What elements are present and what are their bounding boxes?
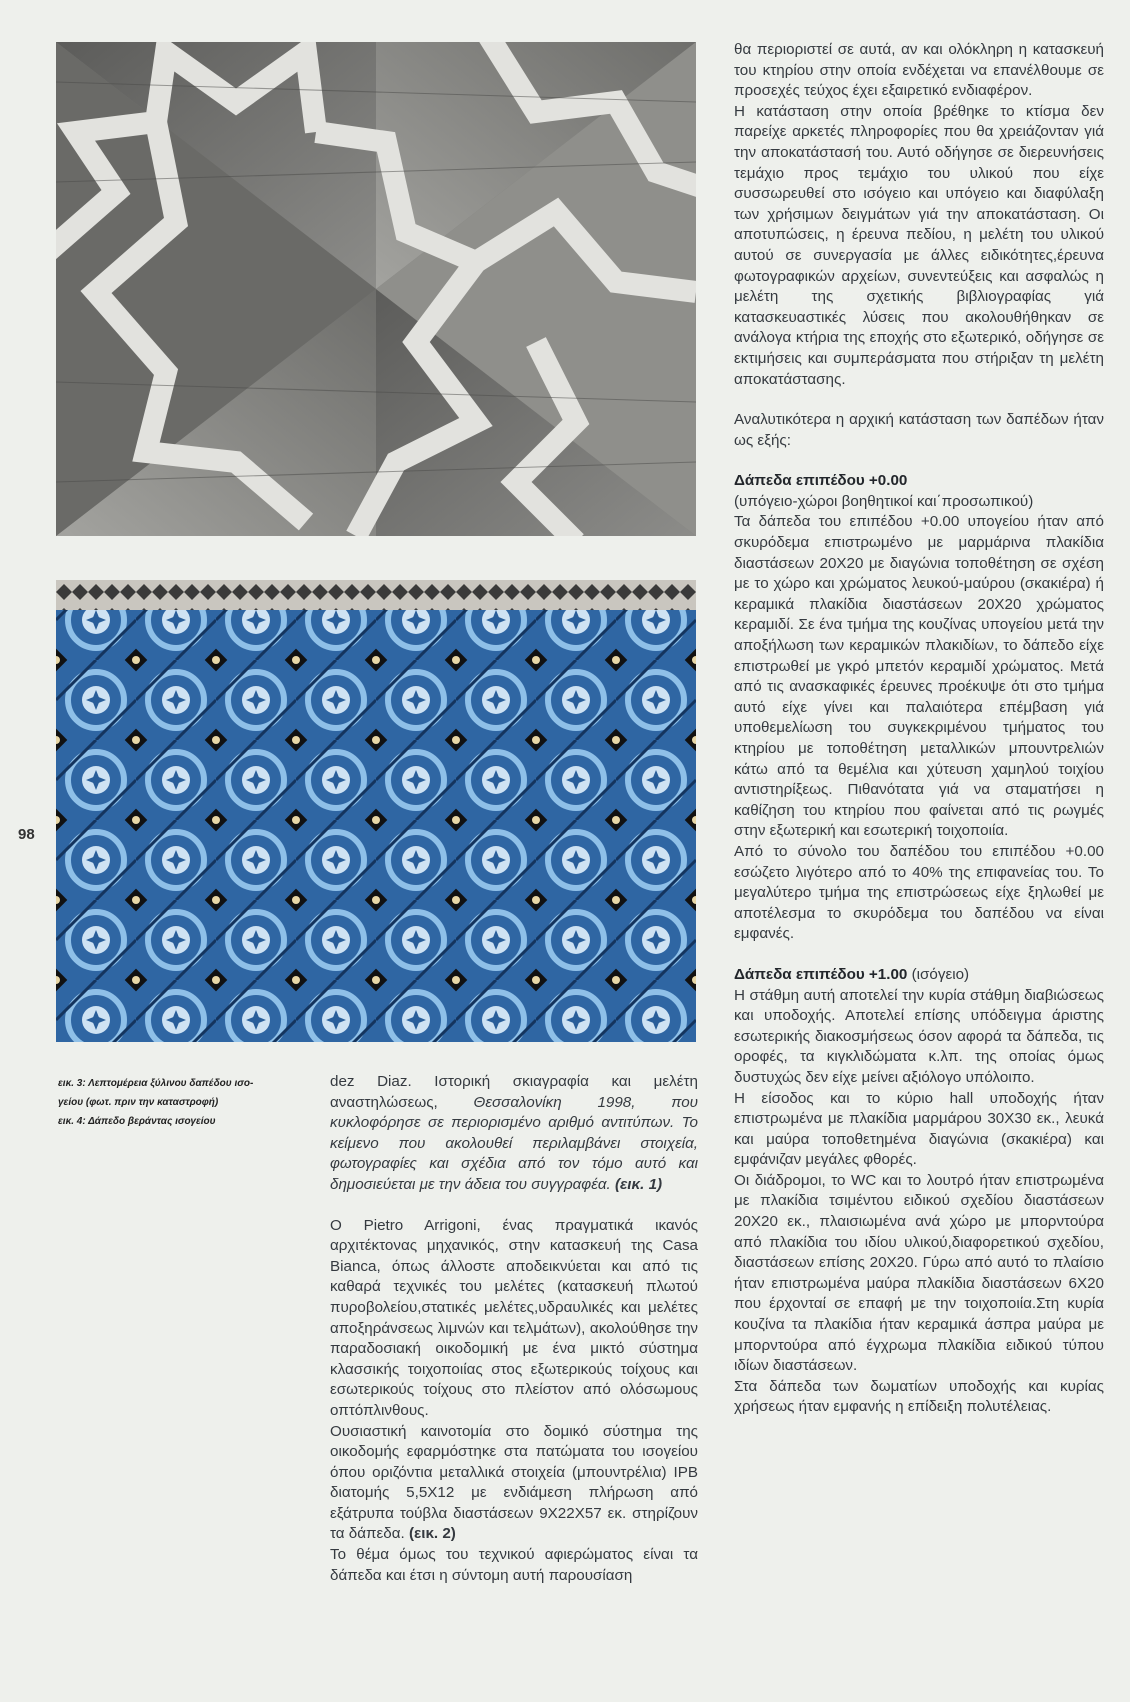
paragraph: Το θέμα όμως του τεχνικού αφιερώματος είναι τα δάπεδα και έτσι η σύντομη αυτή παρουσίαση: [330, 1546, 698, 1584]
paragraph: Στα δάπεδα των δωματίων υποδοχής και κυρίας χρήσεως ήταν εμφανής η επίδειξη πολυτέλειας.: [734, 1377, 1104, 1416]
caption-line: εικ. 3: Λεπτομέρεια ξύλινου δαπέδου ισο-: [58, 1078, 254, 1089]
paragraph: Αναλυτικότερα η αρχική κατάσταση των δαπέδων ήταν ως εξής:: [734, 411, 1104, 449]
right-text-column: [734, 40, 1104, 1418]
paragraph: θα περιοριστεί σε αυτά, αν και ολόκληρη η κατασκευή του κτηρίου στην οποία ενδέχεται να επανέλθουμε σε προσεχές τεύχος έχει εξαιρετικό ενδιαφέρον.: [734, 41, 1104, 100]
paragraph: Η στάθμη αυτή αποτελεί την κυρία στάθμη διαβιώσεως και υποδοχής. Αποτελεί επίσης υπόδειγμα άριστης εσωτερικής διακοσμήσεως όσον αφορά τα δάπεδα, τις οροφές, τα κιγκλιδώματα κ.λπ. της οποίας όμως δυστυχώς δεν είχε μείνει αξιόλογο υπόλοιπο.: [734, 986, 1104, 1086]
figure-caption: [58, 1074, 298, 1131]
paragraph: Οι διάδρομοι, το WC και το λουτρό ήταν επιστρωμένα με πλακίδια τσιμέντου ειδικού σχεδίου διαστάσεων 20Χ20 εκ., πλαισιωμένα ανά χώρο με μπορντούρα από πλακίδια του ιδίου υλικού,διαφορετικού σχεδίου, διαστάσεων επίσης 20Χ20. Γύρω από αυτό το πλαίσιο ήταν επιστρωμένα μαύρα πλακίδια διαστάσεων 6Χ20 που έρχονταί σε επαφή με την τοιχοποιία.Στη κυρία κουζίνα τα πλακίδια ήταν κεραμικά άσπρα μαύρα με μπορντούρα από έγχρωμα πλακίδια ειδικού τύπου ιδίων διαστάσεων.: [734, 1171, 1104, 1375]
text-run: dez Diaz. Ιστορική σκιαγραφία και μελέτη αναστηλώσεως,: [330, 1073, 698, 1111]
section-subheading: (ισόγειο): [907, 965, 970, 983]
page-number: 98: [18, 826, 35, 843]
text-run-italic: Θεσσαλονίκη 1998, που κυκλοφόρησε σε περιορισμένο αριθμό αντιτύπων. Το κείμενο που ακολουθεί περιλαμβάνει στοιχεία, φωτογραφίες και σχέδια από τον τόμο αυτό και δημοσιεύεται με την άδεια του συγγραφέα.: [330, 1093, 698, 1193]
figure-reference: (εικ. 1): [610, 1175, 663, 1193]
text-run: Ουσιαστική καινοτομία στο δομικό σύστημα της οικοδομής εφαρμόστηκε στα πατώματα του ισογείου όπου οριζόντια μεταλλικά στοιχεία (μπουντρέλια) IPB διατομής 5,5Χ12 με ενδιάμεση πλήρωση από εξάτρυπα τούβλα διαστάσεων 9Χ22Χ57 εκ. στηρίζουν τα δάπεδα.: [330, 1422, 698, 1543]
section-heading-line: [734, 965, 1104, 986]
paragraph: Ο Pietro Arrigoni, ένας πραγματικά ικανός αρχιτέκτονας μηχανικός, στην κατασκευή της Casa Bianca, όπως άλλοστε αποδεικνύεται και από τις καθαρά τεχνικές του μελέτες (κατασκευή πλωτού πυροβολείου,στατικές μελέτες,υδραυλικές και μελέτες αποξηράνσεως λιμνών και τελμάτων), ακολούθησε την παραδοσιακή οικοδομική με ένα μικτό σύστημα κλασσικής τοιχοποιίας στος εξωτερικούς τοίχους και εσωτερικούς τοίχους στο πλείστον από ολόσωμους οπτόπλινθους.: [330, 1216, 698, 1419]
middle-text-column: [330, 1072, 698, 1586]
blue-tile-floor-photo: [56, 580, 696, 1042]
parquet-floor-photo: [56, 42, 696, 536]
paragraph: Η είσοδος και το κύριο hall υποδοχής ήταν επιστρωμένα με πλακίδια μαρμάρου 30Χ30 εκ., λευκά και μαύρα τοποθετημένα διαγώνια (σκακιέρα) και εμφάνιζαν μεγάλες φθορές.: [734, 1089, 1104, 1169]
section-heading: Δάπεδα επιπέδου +1.00: [734, 965, 908, 983]
paragraph-intro: [330, 1072, 698, 1196]
caption-line: γείου (φωτ. πριν την καταστροφή): [58, 1097, 219, 1108]
section-heading: Δάπεδα επιπέδου +0.00: [734, 472, 908, 490]
paragraph: Από το σύνολο του δαπέδου του επιπέδου +0.00 εσώζετο λιγότερο από το 40% της επιφανείας του. Το μεγαλύτερο τμήμα της επιστρώσεως είχε ξηλωθεί με αποτέλεσμα το σκυρόδεμα του δαπέδου να είναι εμφανές.: [734, 842, 1104, 943]
figure-reference: (εικ. 2): [404, 1525, 456, 1543]
paragraph-ref: [330, 1422, 698, 1546]
caption-line: εικ. 4: Δάπεδο βεράντας ισογείου: [58, 1116, 216, 1127]
section-subheading: (υπόγειο-χώροι βοηθητικοί και΄προσωπικού): [734, 492, 1034, 510]
paragraph: Τα δάπεδα του επιπέδου +0.00 υπογείου ήταν από σκυρόδεμα επιστρωμένο με μαρμάρινα πλακίδια διαστάσεων 20Χ20 με διαγώνια τοποθέτηση σε σχέση με το χώρο και χρώματος λευκού-μαύρου (σκακιέρα) ή κεραμικά πλακίδια διαστάσεων 20Χ20 χρώματος κεραμιδί. Σε ένα τμήμα της κουζίνας υπογείου μετά την αποξήλωση των κεραμικών πλακιδίων, το δάπεδο είχε επιστρωθεί με γκρό μπετόν κεραμιδί χρώματος. Μετά από τις ανασκαφικές έρευνες προέκυψε ότι στο τμήμα αυτό είχε γίνει και παλαιότερα επέμβαση γιά υποθεμελίωση του συγκεκριμένου τμήματος του κτηρίου με τοποθέτηση μεταλλικών μπουντρελιών κάτω από τα θεμέλια και χύτευση χαμηλού τοιχίου αντιστηρίξεως. Πιθανότατα γιά να σταματήσει η καθίζηση του κτηρίου που φαίνεται από τις ρωγμές στην εξωτερική και εσωτερική τοιχοποιία.: [734, 513, 1104, 840]
paragraph: Η κατάσταση στην οποία βρέθηκε το κτίσμα δεν παρείχε αρκετές πληροφορίες που θα χρειάζονταν γιά την αποκατάστασή του. Αυτό οδήγησε σε διερευνήσεις τεμάχιο προς τεμάχιο του υλικού που είχε συσσωρευθεί στο ισόγειο και υπόγειο και διαφύλαξη των χρήσιμων δειγμάτων γιά την αποκατάσταση. Οι αποτυπώσεις, η έρευνα πεδίου, η μελέτη του υλικού αυτού σε συνεργασία με άλλες ειδικότητες,έρευνα φωτογραφικών αρχείων, συνεντεύξεις και ασφαλώς η μελέτη της σχετικής βιβλιογραφίας γιά κατασκευαστικές λύσεις που ακολουθήθηκαν σε ανάλογα κτήρια της εποχής στο εξωτερικό, οδήγησε σε εκτιμήσεις και συμπεράσματα που στήριξαν τη μελέτη αποκατάστασης.: [734, 102, 1104, 388]
